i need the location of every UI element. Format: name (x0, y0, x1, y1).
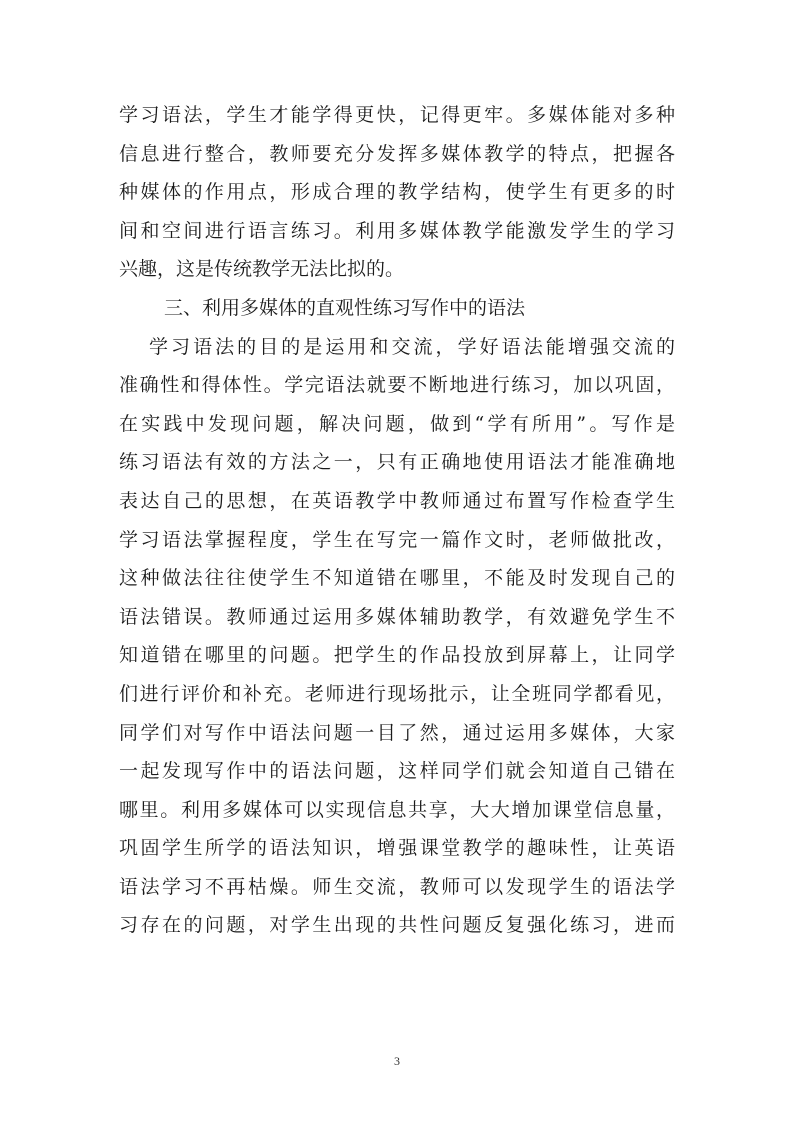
text-line: 种媒体的作用点，形成合理的教学结构，使学生有更多的时 (119, 181, 675, 204)
section-heading: 三、利用多媒体的直观性练习写作中的语法 (164, 296, 526, 319)
text-line: 同学们对写作中语法问题一目了然，通过运用多媒体，大家 (119, 721, 675, 744)
text-line: 表达自己的思想，在英语教学中教师通过布置写作检查学生 (119, 489, 675, 512)
text-line: 练习语法有效的方法之一，只有正确地使用语法才能准确地 (119, 451, 675, 474)
text-line: 学习语法掌握程度，学生在写完一篇作文时，老师做批改， (119, 528, 675, 551)
text-line: 这种做法往往使学生不知道错在哪里，不能及时发现自己的 (119, 567, 675, 590)
text-line: 一起发现写作中的语法问题，这样同学们就会知道自己错在 (119, 760, 675, 783)
text-line: 准确性和得体性。学完语法就要不断地进行练习，加以巩固， (119, 374, 675, 397)
text-line: 语法错误。教师通过运用多媒体辅助教学，有效避免学生不 (119, 605, 675, 628)
page-number: 3 (394, 1054, 400, 1068)
text-line: 哪里。利用多媒体可以实现信息共享，大大增加课堂信息量， (119, 798, 675, 821)
text-line: 间和空间进行语言练习。利用多媒体教学能激发学生的学习 (119, 219, 675, 242)
text-line: 语法学习不再枯燥。师生交流，教师可以发现学生的语法学 (119, 875, 675, 898)
text-line: 知道错在哪里的问题。把学生的作品投放到屏幕上，让同学 (119, 644, 675, 667)
text-line: 学习语法的目的是运用和交流，学好语法能增强交流的 (149, 335, 675, 358)
text-line: 信息进行整合，教师要充分发挥多媒体教学的特点，把握各 (119, 142, 675, 165)
text-line: 学习语法，学生才能学得更快，记得更牢。多媒体能对多种 (119, 104, 675, 126)
body-text (119, 96, 675, 945)
text-line: 们进行评价和补充。老师进行现场批示，让全班同学都看见， (119, 682, 675, 705)
text-line: 在实践中发现问题，解决问题，做到“学有所用”。写作是 (119, 412, 675, 435)
text-line: 兴趣，这是传统教学无法比拟的。 (119, 258, 405, 281)
text-line: 巩固学生所学的语法知识，增强课堂教学的趣味性，让英语 (119, 837, 675, 860)
text-line: 习存在的问题，对学生出现的共性问题反复强化练习，进而 (119, 914, 675, 937)
